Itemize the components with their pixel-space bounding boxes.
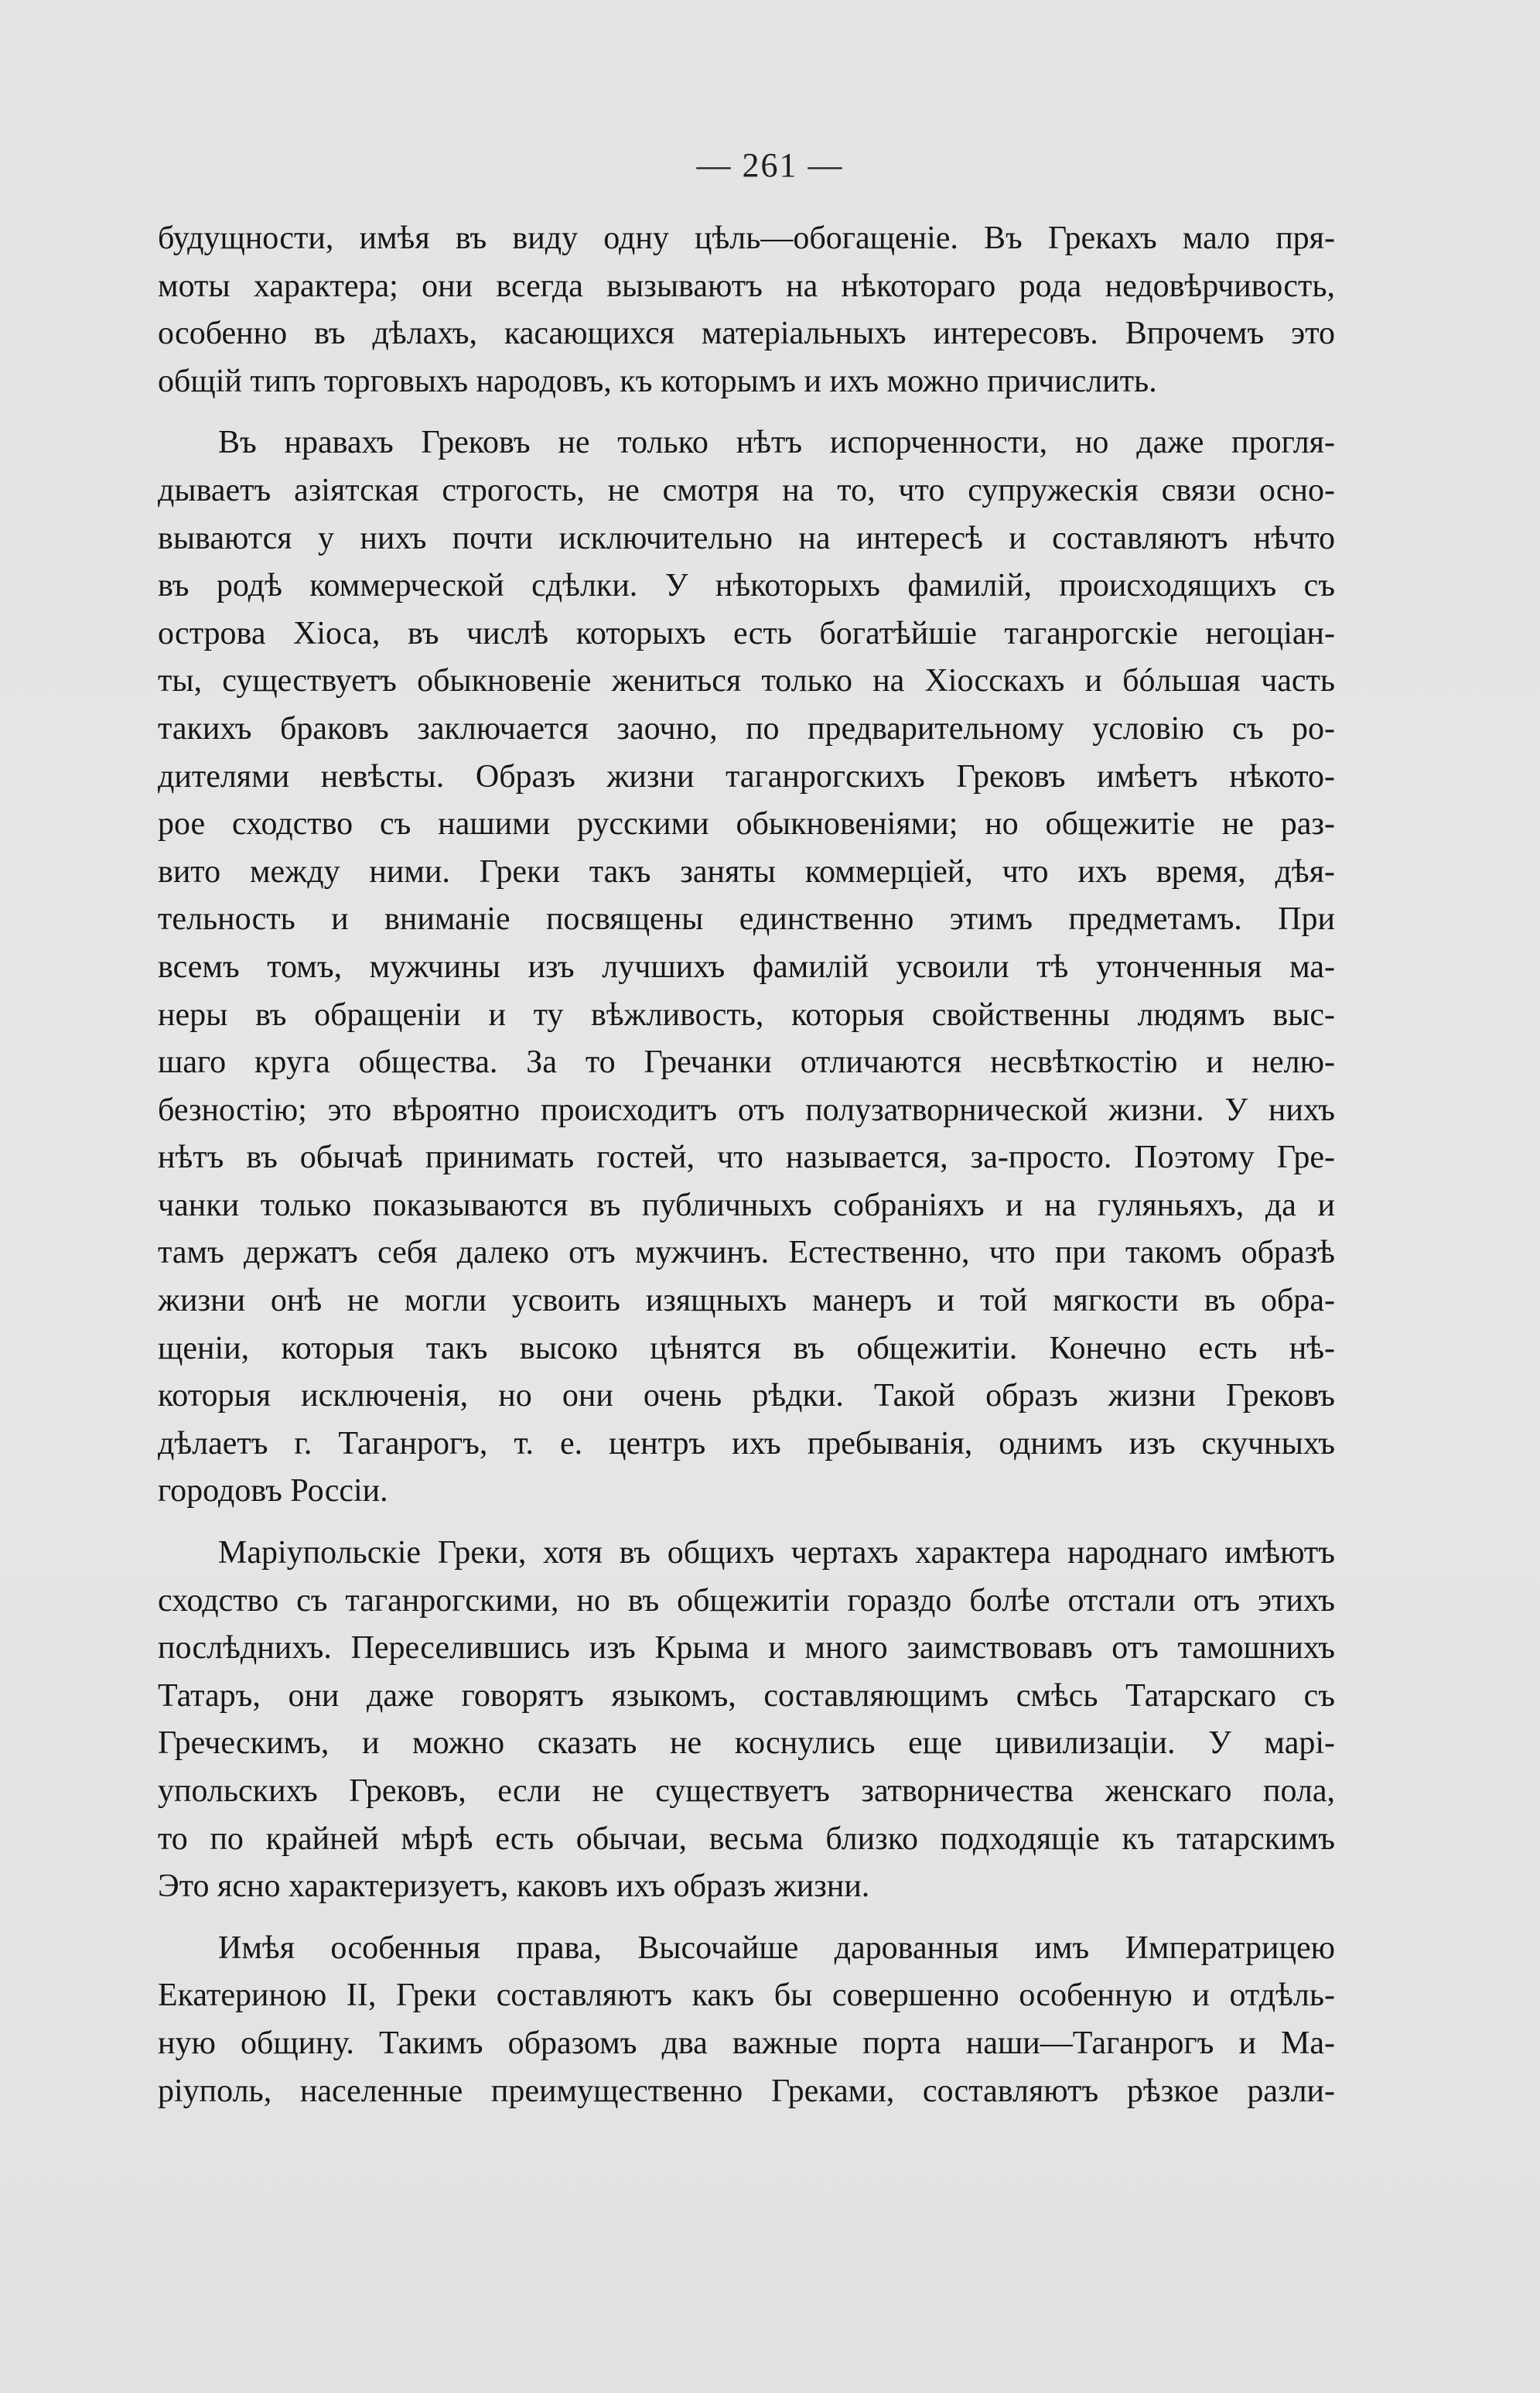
text-line: Татаръ, они даже говорятъ языкомъ, составляющимъ смѣсь Татарскаго съ [158,1677,1335,1714]
paragraph-1 [158,215,1335,405]
text-line: особенно въ дѣлахъ, касающихся матеріальныхъ интересовъ. Впрочемъ это [158,316,1335,352]
text-line: Имѣя особенныя права, Высочайше дарованныя имъ Императрицею [218,1930,1335,1966]
text-line: тамъ держатъ себя далеко отъ мужчинъ. Естественно, что при такомъ образѣ [158,1235,1335,1271]
text-line: дываетъ азіятская строгость, не смотря на то, что супружескія связи осно- [158,472,1335,508]
text-line: сходство съ таганрогскими, но въ общежитіи гораздо болѣе отстали отъ этихъ [158,1582,1335,1619]
text-line: чанки только показываются въ публичныхъ собраніяхъ и на гуляньяхъ, да и [158,1187,1335,1223]
text-line: Греческимъ, и можно сказать не коснулись еще цивилизаціи. У марі- [158,1725,1335,1762]
text-line: городовъ Россіи. [158,1473,388,1509]
text-line: жизни онѣ не могли усвоить изящныхъ манеръ и той мягкости въ обра- [158,1283,1335,1319]
page-number: — 261 — [696,146,844,184]
text-line: дителями невѣсты. Образъ жизни таганрогскихъ Грековъ имѣетъ нѣкото- [158,758,1335,795]
text-line: всемъ томъ, мужчины изъ лучшихъ фамилій усвоили тѣ утонченныя ма- [158,949,1335,985]
text-line: Екатериною II, Греки составляютъ какъ бы совершенно особенную и отдѣль- [158,1978,1335,2014]
text-line: нѣтъ въ обычаѣ принимать гостей, что называется, за-просто. Поэтому Гре- [158,1140,1335,1176]
text-line: шаго круга общества. За то Гречанки отличаются несвѣткостію и нелю- [158,1044,1335,1081]
text-line: упольскихъ Грековъ, если не существуетъ затворничества женскаго пола, [158,1773,1335,1809]
text-line: тельность и вниманіе посвящены единственно этимъ предметамъ. При [158,901,1335,938]
text-line: Въ нравахъ Грековъ не только нѣтъ испорченности, но даже прогля- [218,425,1335,461]
text-line: дѣлаетъ г. Таганрогъ, т. е. центръ ихъ пребыванія, однимъ изъ скучныхъ [158,1425,1335,1461]
text-line: острова Хіоса, въ числѣ которыхъ есть богатѣйшіе таганрогскіе негоціан- [158,615,1335,651]
text-line: рое сходство съ нашими русскими обыкновеніями; но общежитіе не раз- [158,806,1335,843]
text-line: послѣднихъ. Переселившись изъ Крыма и много заимствовавъ отъ тамошнихъ [158,1630,1335,1667]
paragraph-3 [158,1530,1335,1911]
text-line: Маріупольскіе Греки, хотя въ общихъ чертахъ характера народнаго имѣютъ [218,1535,1335,1571]
text-line: вываются у нихъ почти исключительно на интересѣ и составляютъ нѣчто [158,520,1335,556]
body-text [158,215,1335,2129]
paragraph-2 [158,419,1335,1516]
text-line: ріуполь, населенные преимущественно Греками, составляютъ рѣзкое разли- [158,2073,1335,2109]
text-line: вито между ними. Греки такъ заняты коммерціей, что ихъ время, дѣя- [158,853,1335,890]
text-line: ную общину. Такимъ образомъ два важные порта наши—Таганрогъ и Ма- [158,2025,1335,2061]
text-line: ты, существуетъ обыкновеніе жениться только на Хіосскахъ и бóльшая часть [158,663,1335,699]
text-line: будущности, имѣя въ виду одну цѣль—обогащеніе. Въ Грекахъ мало пря- [158,220,1335,256]
text-line: въ родѣ коммерческой сдѣлки. У нѣкоторыхъ фамилій, происходящихъ съ [158,568,1335,604]
text-line: моты характера; они всегда вызываютъ на нѣкотораго рода недовѣрчивость, [158,268,1335,304]
paragraph-4 [158,1925,1335,2115]
text-line: Это ясно характеризуетъ, каковъ ихъ образъ жизни. [158,1868,870,1905]
text-line: такихъ браковъ заключается заочно, по предварительному условію съ ро- [158,710,1335,747]
text-line: которыя исключенія, но они очень рѣдки. Такой образъ жизни Грековъ [158,1378,1335,1414]
text-line: безностію; это вѣроятно происходитъ отъ полузатворнической жизни. У нихъ [158,1092,1335,1128]
text-line: то по крайней мѣрѣ есть обычаи, весьма близко подходящіе къ татарскимъ [158,1820,1335,1857]
text-line: общій типъ торговыхъ народовъ, къ которымъ и ихъ можно причислить. [158,363,1157,399]
text-line: неры въ обращеніи и ту вѣжливость, которыя свойственны людямъ выс- [158,997,1335,1033]
text-line: щеніи, которыя такъ высоко цѣнятся въ общежитіи. Конечно есть нѣ- [158,1330,1335,1366]
